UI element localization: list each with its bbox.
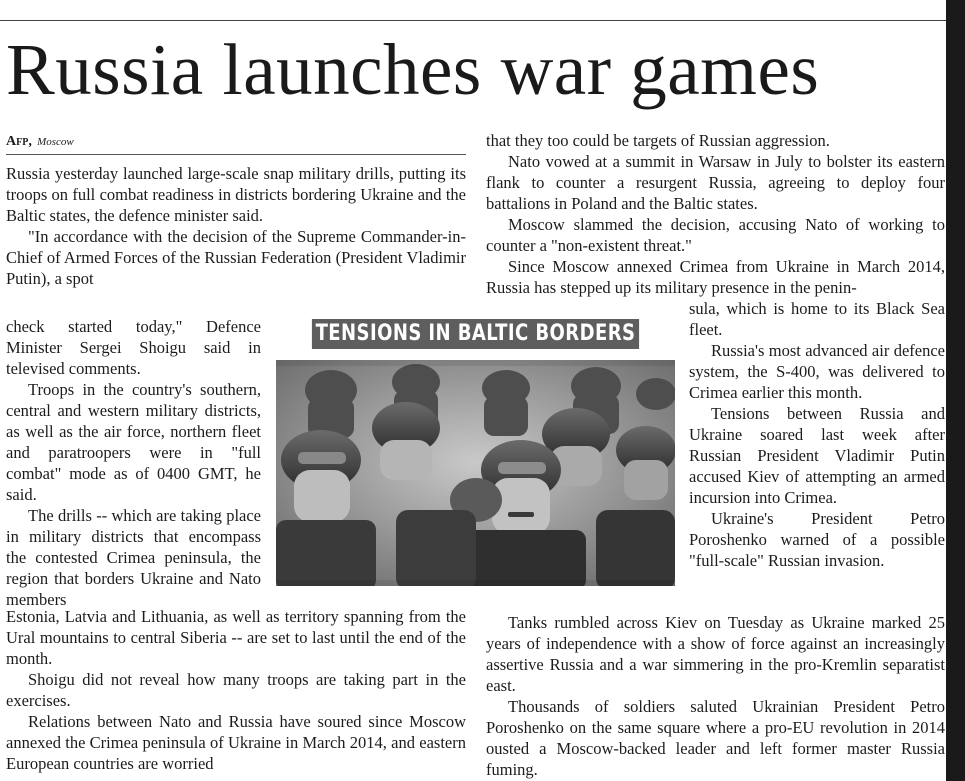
paragraph: The drills -- which are taking place in military districts that encompass the contested Crimea peninsula, the region that borders Ukraine and Nato members <box>6 506 261 609</box>
paragraph: Thousands of soldiers saluted Ukrainian President Petro Poroshenko on the same square where a pro-EU revolution in 2014 ousted a Moscow-backed leader and left former master Russia fuming. <box>486 697 945 779</box>
paragraph: Since Moscow annexed Crimea from Ukraine in March 2014, Russia has stepped up its military presence in the penin- <box>486 257 945 297</box>
paragraph: Tanks rumbled across Kiev on Tuesday as Ukraine marked 25 years of independence with a show of force against an increasingly assertive Russia and a war simmering in the pro-Kremlin separatist east. <box>486 613 945 695</box>
paragraph: Tensions between Russia and Ukraine soared last week after Russian President Vladimir Putin accused Kiev of attempting an armed incursion into Crimea. <box>689 404 945 507</box>
column-2-narrow <box>689 298 945 571</box>
headline: Russia launches war games <box>6 29 820 110</box>
paragraph: check started today," Defence Minister Sergei Shoigu said in televised comments. <box>6 317 261 378</box>
paragraph: Moscow slammed the decision, accusing Nato of working to counter a "non-existent threat." <box>486 215 945 255</box>
graphic-banner: TENSIONS IN BALTIC BORDERS <box>312 319 639 349</box>
soldiers-photo-icon <box>276 360 675 586</box>
column-1-bottom <box>6 606 466 774</box>
soldiers-photo-graphic <box>276 360 675 586</box>
column-1-top <box>6 163 466 289</box>
paragraph: Nato vowed at a summit in Warsaw in July to bolster its eastern flank to counter a resurgent Russia, agreeing to deploy four battalions in Poland and the Baltic states. <box>486 152 945 213</box>
paragraph: that they too could be targets of Russian aggression. <box>486 131 830 150</box>
byline-location: Moscow <box>37 136 74 148</box>
paragraph: Russia's most advanced air defence system, the S-400, was delivered to Crimea earlier this month. <box>689 341 945 402</box>
paragraph: Estonia, Latvia and Lithuania, as well as territory spanning from the Ural mountains to central Siberia -- are set to last until the end of the month. <box>6 607 466 668</box>
byline-agency: Afp, <box>6 134 32 149</box>
paragraph: "In accordance with the decision of the Supreme Commander-in-Chief of Armed Forces of the Russian Federation (President Vladimir Putin), a spot <box>6 227 466 288</box>
paragraph: Russia yesterday launched large-scale snap military drills, putting its troops on full combat readiness in districts bordering Ukraine and the Baltic states, the defence minister said. <box>6 164 466 225</box>
paragraph: Shoigu did not reveal how many troops are taking part in the exercises. <box>6 670 466 710</box>
page-edge-shadow <box>946 0 965 781</box>
paragraph: Relations between Nato and Russia have soured since Moscow annexed the Crimea peninsula of Ukraine in March 2014, and eastern European countries are worried <box>6 712 466 773</box>
paragraph: sula, which is home to its Black Sea fleet. <box>689 299 945 339</box>
paragraph: Ukraine's President Petro Poroshenko warned of a possible "full-scale" Russian invasion. <box>689 509 945 570</box>
top-rule <box>0 20 946 21</box>
column-1-narrow <box>6 316 261 610</box>
column-2-bottom <box>486 612 945 780</box>
byline-rule <box>6 154 466 155</box>
paragraph: Troops in the country's southern, central and western military districts, as well as the air force, northern fleet and paratroopers were in "full combat" mode as of 0400 GMT, he said. <box>6 380 261 504</box>
byline <box>6 133 74 150</box>
column-2-top <box>486 130 945 298</box>
